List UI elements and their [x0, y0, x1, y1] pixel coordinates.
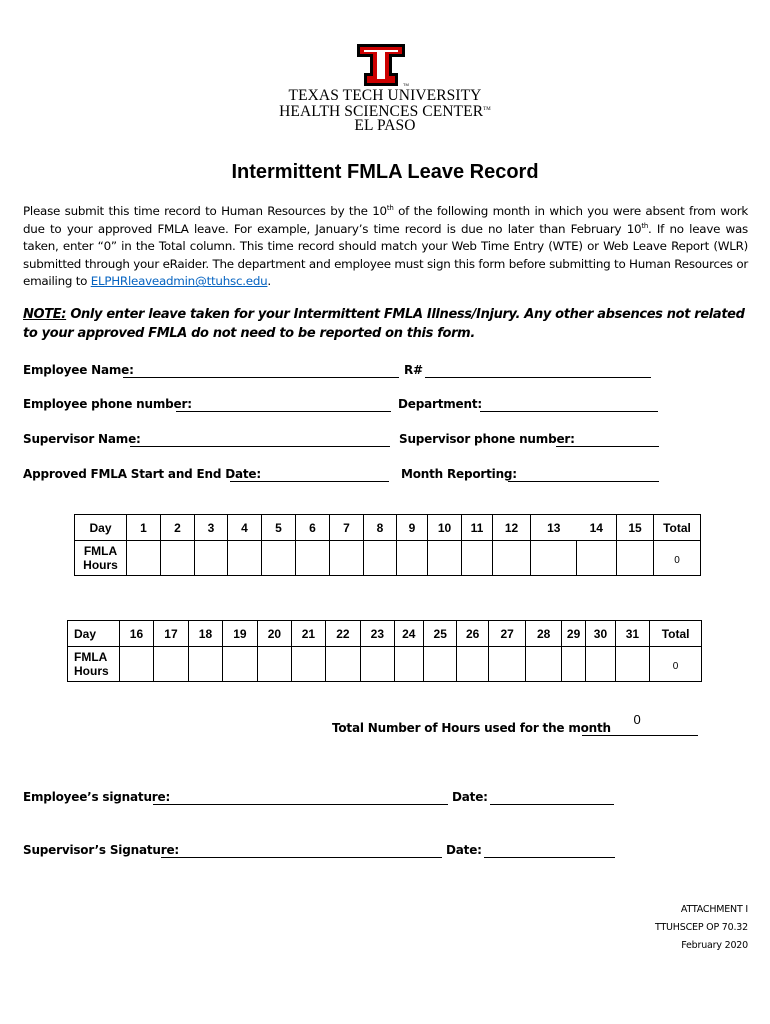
day-number: 2: [161, 515, 195, 541]
employee-signature-row: [23, 790, 753, 808]
hours-cell[interactable]: [526, 647, 562, 682]
month-total-label: Total Number of Hours used for the month: [332, 721, 611, 735]
field-row-supervisor: [23, 432, 753, 450]
total-header-label: Total: [654, 515, 701, 541]
supervisor-date-label: Date:: [446, 843, 482, 857]
day-number: 20: [257, 621, 291, 647]
day-number: 30: [586, 621, 615, 647]
hours-cell[interactable]: [364, 541, 397, 576]
hours-cell[interactable]: [531, 541, 577, 576]
hours-cell[interactable]: [493, 541, 531, 576]
hours-total-value[interactable]: 0: [654, 541, 701, 576]
hours-cell[interactable]: [262, 541, 296, 576]
hours-cell[interactable]: [161, 541, 195, 576]
employee-date-field[interactable]: [490, 804, 614, 805]
hours-total-value[interactable]: 0: [650, 647, 702, 682]
day-number: 8: [364, 515, 397, 541]
day-number: 31: [615, 621, 649, 647]
logo-trademark: TM: [403, 82, 409, 87]
employee-signature-field[interactable]: [153, 804, 448, 805]
department-field[interactable]: [480, 411, 658, 412]
hours-cell[interactable]: [462, 541, 493, 576]
supervisor-name-field[interactable]: [130, 446, 390, 447]
instructions-paragraph: Please submit this time record to Human Resources by the 10th of the following month in which you were absent from work due to your approved FMLA leave. For example, January’s time record is due no later than February 10th. If no leave was taken, enter “0” in the Total column. This time record should match your Web Time Entry (WTE) or Web Leave Report (WLR) submitted through your eRaider. The department and employee must sign this form before submitting to Human Resources or emailing to ELPHRleaveadmin@ttuhsc.edu.: [23, 204, 748, 289]
revision-date: February 2020: [681, 940, 748, 951]
day-number: 24: [394, 621, 423, 647]
day-number: 18: [188, 621, 222, 647]
hours-cell[interactable]: [561, 647, 585, 682]
supervisor-name-label: Supervisor Name:: [23, 432, 141, 446]
month-total-value[interactable]: 0: [633, 712, 641, 727]
day-number: 21: [292, 621, 325, 647]
employee-date-label: Date:: [452, 790, 488, 804]
supervisor-date-field[interactable]: [484, 857, 615, 858]
page-title: Intermittent FMLA Leave Record: [231, 161, 539, 183]
hours-cell[interactable]: [119, 647, 153, 682]
hours-cell[interactable]: [257, 647, 291, 682]
day-number: 16: [119, 621, 153, 647]
day-number: 29: [561, 621, 585, 647]
day-number: 14: [577, 515, 617, 541]
hours-cell[interactable]: [154, 647, 188, 682]
employee-name-field[interactable]: [123, 377, 399, 378]
day-number: 5: [262, 515, 296, 541]
hours-cell[interactable]: [394, 647, 423, 682]
hours-cell[interactable]: [361, 647, 394, 682]
r-number-label: R#: [404, 363, 423, 377]
day-number: 11: [462, 515, 493, 541]
employee-phone-field[interactable]: [176, 411, 391, 412]
email-link[interactable]: ELPHRleaveadmin@ttuhsc.edu: [90, 274, 268, 289]
day-number: 28: [526, 621, 562, 647]
employee-name-label: Employee Name:: [23, 363, 134, 377]
supervisor-signature-label: Supervisor’s Signature:: [23, 843, 179, 857]
day-number: 13: [531, 515, 577, 541]
day-number: 10: [428, 515, 462, 541]
department-label: Department:: [398, 397, 482, 411]
hours-cell[interactable]: [428, 541, 462, 576]
total-header-label: Total: [650, 621, 702, 647]
employee-signature-label: Employee’s signature:: [23, 790, 171, 804]
fmla-hours-label: FMLA Hours: [68, 647, 120, 682]
attachment-label: ATTACHMENT I: [680, 904, 748, 915]
field-row-phone: [23, 397, 753, 415]
university-logo: [355, 42, 407, 88]
day-number: 17: [154, 621, 188, 647]
hours-cell[interactable]: [615, 647, 649, 682]
field-row-dates: [23, 467, 753, 485]
day-number: 15: [617, 515, 654, 541]
hours-cell[interactable]: [195, 541, 228, 576]
hours-cell[interactable]: [296, 541, 330, 576]
hours-cell[interactable]: [488, 647, 526, 682]
field-row-employee: [23, 363, 753, 381]
hours-cell[interactable]: [330, 541, 364, 576]
fmla-hours-label: FMLA Hours: [75, 541, 127, 576]
days-table-2: [67, 620, 702, 682]
hours-cell[interactable]: [586, 647, 615, 682]
approved-dates-field[interactable]: [230, 481, 389, 482]
note-label: NOTE:: [23, 307, 67, 322]
note-paragraph: NOTE: Only enter leave taken for your Intermittent FMLA Illness/Injury. Any other absences not related to your approved FMLA do not need to be reported on this form.: [23, 307, 745, 341]
day-number: 26: [457, 621, 488, 647]
hours-cell[interactable]: [457, 647, 488, 682]
org-line-1: TEXAS TECH UNIVERSITY: [288, 87, 482, 104]
month-reporting-label: Month Reporting:: [401, 467, 517, 481]
supervisor-signature-row: [23, 843, 753, 861]
month-total-field[interactable]: [582, 735, 698, 736]
hours-cell[interactable]: [617, 541, 654, 576]
day-number: 25: [424, 621, 457, 647]
day-number: 9: [397, 515, 428, 541]
day-number: 27: [488, 621, 526, 647]
day-number: 1: [127, 515, 161, 541]
hours-cell[interactable]: [127, 541, 161, 576]
organization-name: [240, 89, 530, 133]
hours-cell[interactable]: [397, 541, 428, 576]
employee-phone-label: Employee phone number:: [23, 397, 192, 411]
day-number: 3: [195, 515, 228, 541]
day-number: 12: [493, 515, 531, 541]
supervisor-phone-field[interactable]: [556, 446, 659, 447]
r-number-field[interactable]: [425, 377, 651, 378]
hours-cell[interactable]: [424, 647, 457, 682]
day-number: 22: [325, 621, 361, 647]
hours-cell[interactable]: [577, 541, 617, 576]
org-line-2: HEALTH SCIENCES CENTER™: [279, 103, 491, 121]
day-header-label: Day: [75, 515, 127, 541]
policy-number: TTUHSCEP OP 70.32: [655, 922, 748, 933]
month-total-row: [332, 712, 702, 742]
day-number: 6: [296, 515, 330, 541]
days-table-1: [74, 514, 701, 576]
day-number: 4: [228, 515, 262, 541]
hours-cell[interactable]: [292, 647, 325, 682]
approved-dates-label: Approved FMLA Start and End Date:: [23, 467, 261, 481]
hours-cell[interactable]: [325, 647, 361, 682]
hours-cell[interactable]: [228, 541, 262, 576]
day-number: 19: [223, 621, 257, 647]
day-number: 23: [361, 621, 394, 647]
month-reporting-field[interactable]: [508, 481, 659, 482]
double-t-logo-icon: [355, 42, 407, 88]
hours-cell[interactable]: [223, 647, 257, 682]
org-trademark: TM: [483, 107, 491, 112]
supervisor-signature-field[interactable]: [161, 857, 442, 858]
hours-cell[interactable]: [188, 647, 222, 682]
supervisor-phone-label: Supervisor phone number:: [399, 432, 575, 446]
day-header-label: Day: [68, 621, 120, 647]
day-number: 7: [330, 515, 364, 541]
org-line-3: EL PASO: [354, 117, 416, 135]
